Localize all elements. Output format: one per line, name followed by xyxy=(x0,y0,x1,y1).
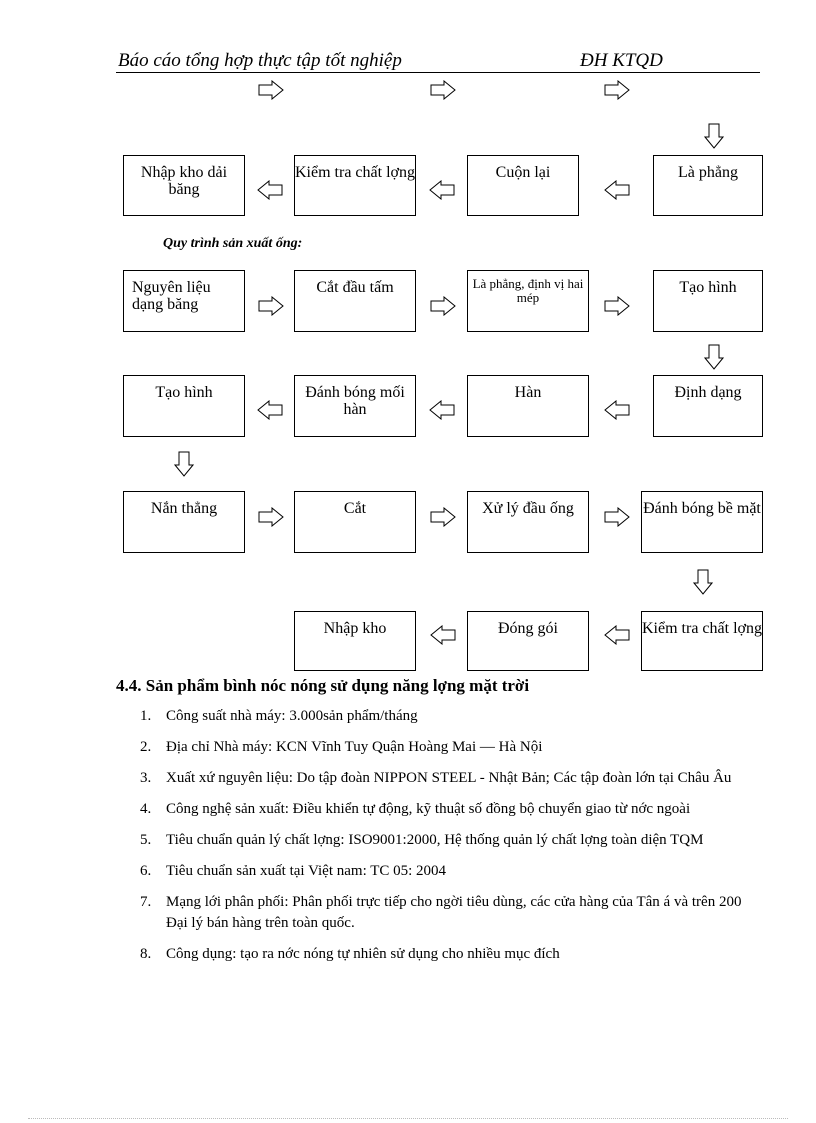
left-arrow-icon xyxy=(604,400,630,420)
right-arrow-icon xyxy=(430,80,456,100)
flow-box-nhap-kho-dai-bang: Nhập kho dải băng xyxy=(123,155,245,216)
right-arrow-icon xyxy=(604,507,630,527)
flow-box-danh-bong-be-mat: Đánh bóng bề mặt xyxy=(641,491,763,553)
right-arrow-icon xyxy=(604,80,630,100)
right-arrow-icon xyxy=(430,507,456,527)
right-arrow-icon xyxy=(258,507,284,527)
report-header-title: Báo cáo tổng hợp thực tập tốt nghiệp xyxy=(118,50,402,71)
list-item: 1. Công suất nhà máy: 3.000sản phẩm/tháng xyxy=(140,708,418,724)
down-arrow-icon xyxy=(693,569,713,595)
right-arrow-icon xyxy=(604,296,630,316)
right-arrow-icon xyxy=(430,296,456,316)
spec-list xyxy=(140,706,760,975)
flow-box-dinh-dang: Định dạng xyxy=(653,375,763,437)
down-arrow-icon xyxy=(704,344,724,370)
left-arrow-icon xyxy=(257,180,283,200)
list-item: 6. Tiêu chuẩn sản xuất tại Việt nam: TC 05: 2004 xyxy=(140,863,447,879)
section-title: 4.4. Sản phẩm bình nóc nóng sử dụng năng lợng mặt trời xyxy=(116,676,530,695)
left-arrow-icon xyxy=(604,625,630,645)
left-arrow-icon xyxy=(257,400,283,420)
flow-box-kiem-tra: Kiểm tra chất lợng xyxy=(294,155,416,216)
down-arrow-icon xyxy=(174,451,194,477)
flow-box-kiem-tra-2: Kiểm tra chất lợng xyxy=(641,611,763,671)
right-arrow-icon xyxy=(258,296,284,316)
flow-box-han: Hàn xyxy=(467,375,589,437)
left-arrow-icon xyxy=(429,180,455,200)
list-item: 2. Địa chỉ Nhà máy: KCN Vĩnh Tuy Quận Hoàng Mai — Hà Nội xyxy=(140,739,543,755)
flow-box-xu-ly-dau-ong: Xử lý đầu ống xyxy=(467,491,589,553)
flow-box-tao-hinh-1: Tạo hình xyxy=(653,270,763,332)
flow-box-cuon-lai: Cuộn lại xyxy=(467,155,579,216)
left-arrow-icon xyxy=(604,180,630,200)
flow-box-cat-dau-tam: Cắt đầu tấm xyxy=(294,270,416,332)
flow-box-tao-hinh-2: Tạo hình xyxy=(123,375,245,437)
left-arrow-icon xyxy=(429,400,455,420)
flow-box-dong-goi: Đóng gói xyxy=(467,611,589,671)
flow-box-nan-thang: Nắn thẳng xyxy=(123,491,245,553)
flow-box-la-phang-dinh-vi: Là phẳng, định vị hai mép xyxy=(467,270,589,332)
flow-box-nhap-kho: Nhập kho xyxy=(294,611,416,671)
list-item: 3. Xuất xứ nguyên liệu: Do tập đoàn NIPPON STEEL - Nhật Bản; Các tập đoàn lớn tại Châu Âu xyxy=(140,770,732,786)
list-item: 7. Mạng lới phân phối: Phân phối trực tiếp cho ngời tiêu dùng, các cửa hàng của Tân á và trên 200 Đại lý bán hàng trên toàn quốc. xyxy=(140,894,742,931)
flow-box-danh-bong-moi-han: Đánh bóng mối hàn xyxy=(294,375,416,437)
flow-box-cat: Cắt xyxy=(294,491,416,553)
header-rule xyxy=(116,72,760,73)
flow-box-la-phang: Là phẳng xyxy=(653,155,763,216)
list-item: 4. Công nghệ sản xuất: Điều khiển tự động, kỹ thuật số đồng bộ chuyển giao từ nớc ngoài xyxy=(140,801,691,817)
list-item: 5. Tiêu chuẩn quản lý chất lợng: ISO9001:2000, Hệ thống quản lý chất lợng toàn diện TQM xyxy=(140,832,704,848)
left-arrow-icon xyxy=(430,625,456,645)
report-header-org: ĐH KTQD xyxy=(580,50,663,71)
list-item: 8. Công dụng: tạo ra nớc nóng tự nhiên sử dụng cho nhiều mục đích xyxy=(140,946,560,962)
down-arrow-icon xyxy=(704,123,724,149)
flow-box-nguyen-lieu: Nguyên liệu dạng băng xyxy=(123,270,245,332)
right-arrow-icon xyxy=(258,80,284,100)
process-subtitle: Quy trình sản xuất ống: xyxy=(163,236,303,251)
footer-rule xyxy=(28,1118,788,1119)
